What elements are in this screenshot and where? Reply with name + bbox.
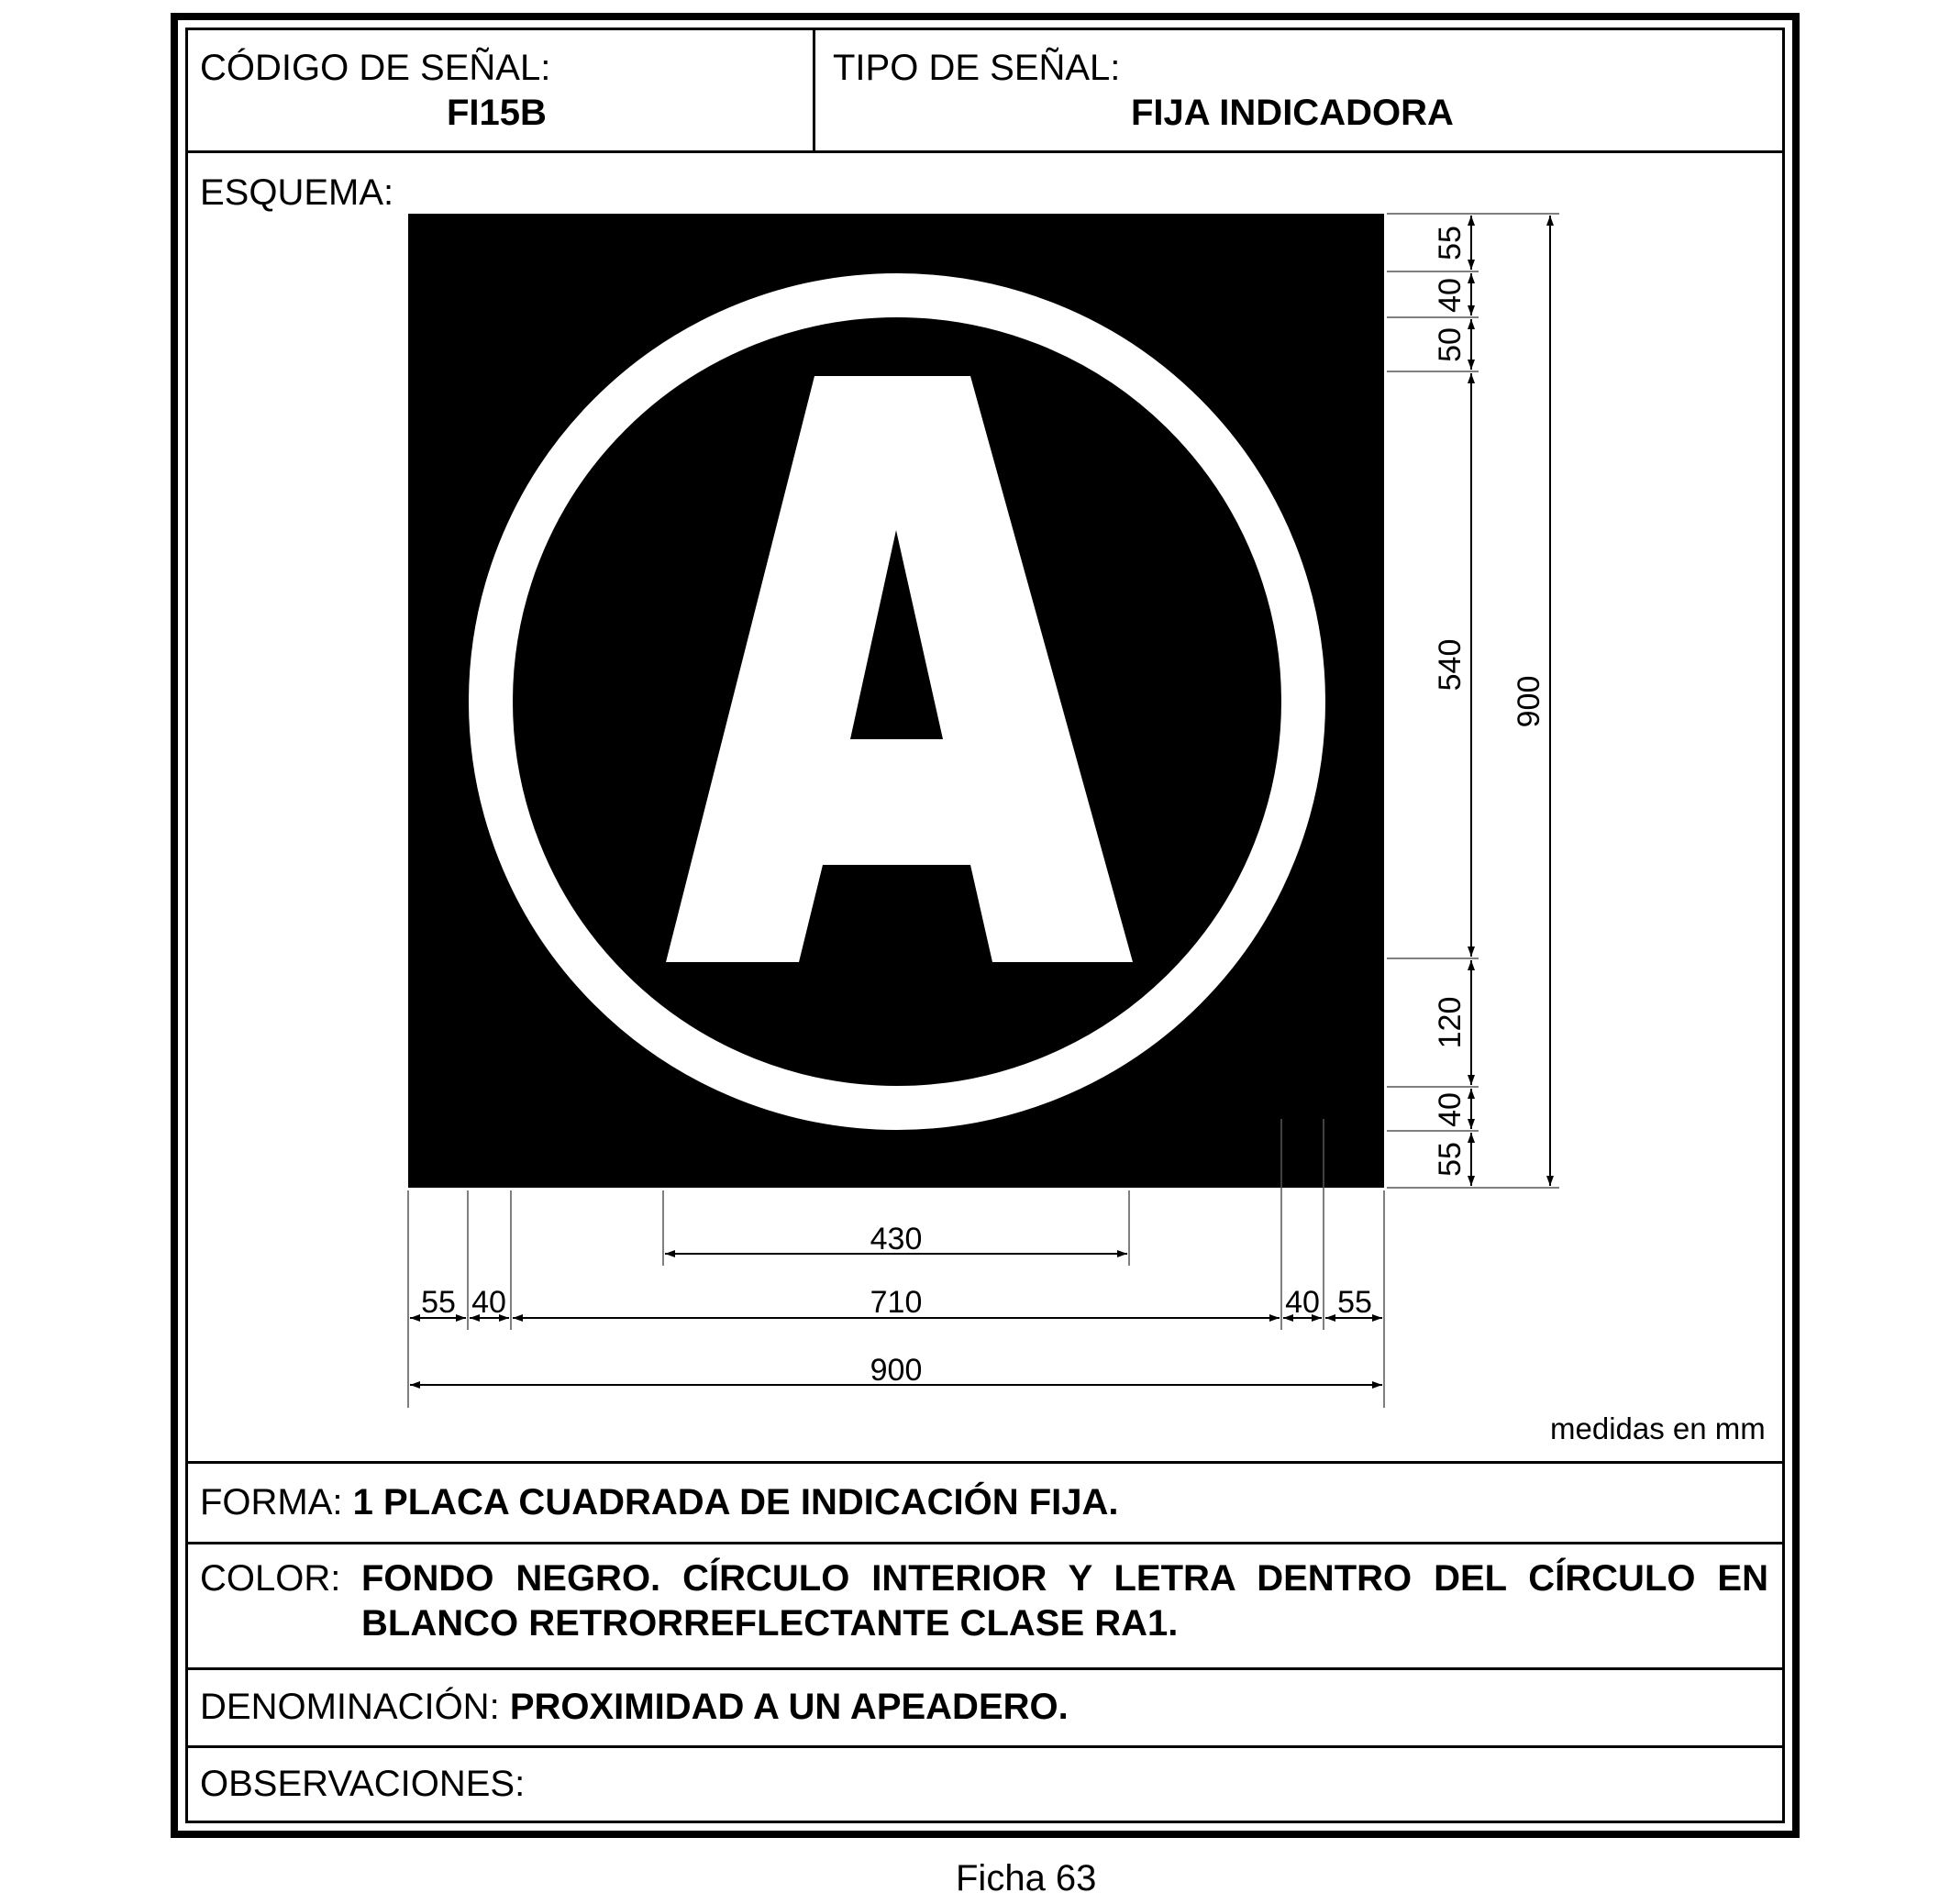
dim-v-bottom-ring: 40 <box>1433 1092 1468 1127</box>
dim-v-top-gap: 50 <box>1433 327 1468 362</box>
observaciones-label: OBSERVACIONES: <box>200 1764 526 1804</box>
dim-v-top-ring: 40 <box>1433 278 1468 313</box>
dim-h-left-ring: 40 <box>471 1285 506 1320</box>
dim-h-right-margin: 55 <box>1337 1285 1372 1320</box>
units-note: medidas en mm <box>1550 1411 1766 1445</box>
dim-v-bottom-gap: 120 <box>1433 996 1468 1049</box>
dim-h-inner-circle: 710 <box>870 1285 923 1320</box>
dim-h-letter-width: 430 <box>870 1222 923 1256</box>
forma-divider <box>185 1542 1785 1544</box>
dim-h-right-ring: 40 <box>1285 1285 1320 1320</box>
forma-label: FORMA: <box>200 1482 343 1522</box>
denominacion-row <box>200 1685 1069 1729</box>
dim-v-top-margin: 55 <box>1433 226 1468 260</box>
dim-v-bottom-margin: 55 <box>1433 1142 1468 1177</box>
denominacion-value: PROXIMIDAD A UN APEADERO. <box>509 1687 1069 1727</box>
signal-type-value: FIJA INDICADORA <box>1131 93 1454 133</box>
signal-code-value: FI15B <box>447 93 547 133</box>
sign-plate <box>408 214 1384 1188</box>
color-row <box>200 1556 1768 1646</box>
forma-row <box>200 1480 1119 1524</box>
schema-label: ESQUEMA: <box>200 172 394 213</box>
dim-v-letter-height: 540 <box>1433 638 1468 692</box>
denominacion-divider <box>185 1745 1785 1748</box>
forma-value: 1 PLACA CUADRADA DE INDICACIÓN FIJA. <box>352 1482 1119 1522</box>
page-label: Ficha 63 <box>956 1858 1097 1898</box>
denominacion-label: DENOMINACIÓN: <box>200 1687 500 1727</box>
signal-code-label: CÓDIGO DE SEÑAL: <box>200 48 551 88</box>
dim-h-left-margin: 55 <box>421 1285 456 1320</box>
color-value: FONDO NEGRO. CÍRCULO INTERIOR Y LETRA DENTRO DEL CÍRCULO EN BLANCO RETRORREFLECTANTE CLASE RA1. <box>361 1558 1768 1644</box>
dim-v-total: 900 <box>1512 675 1546 728</box>
signal-type-label: TIPO DE SEÑAL: <box>833 48 1121 88</box>
dim-h-total: 900 <box>870 1353 923 1388</box>
color-divider <box>185 1667 1785 1670</box>
color-label: COLOR: <box>200 1558 341 1599</box>
